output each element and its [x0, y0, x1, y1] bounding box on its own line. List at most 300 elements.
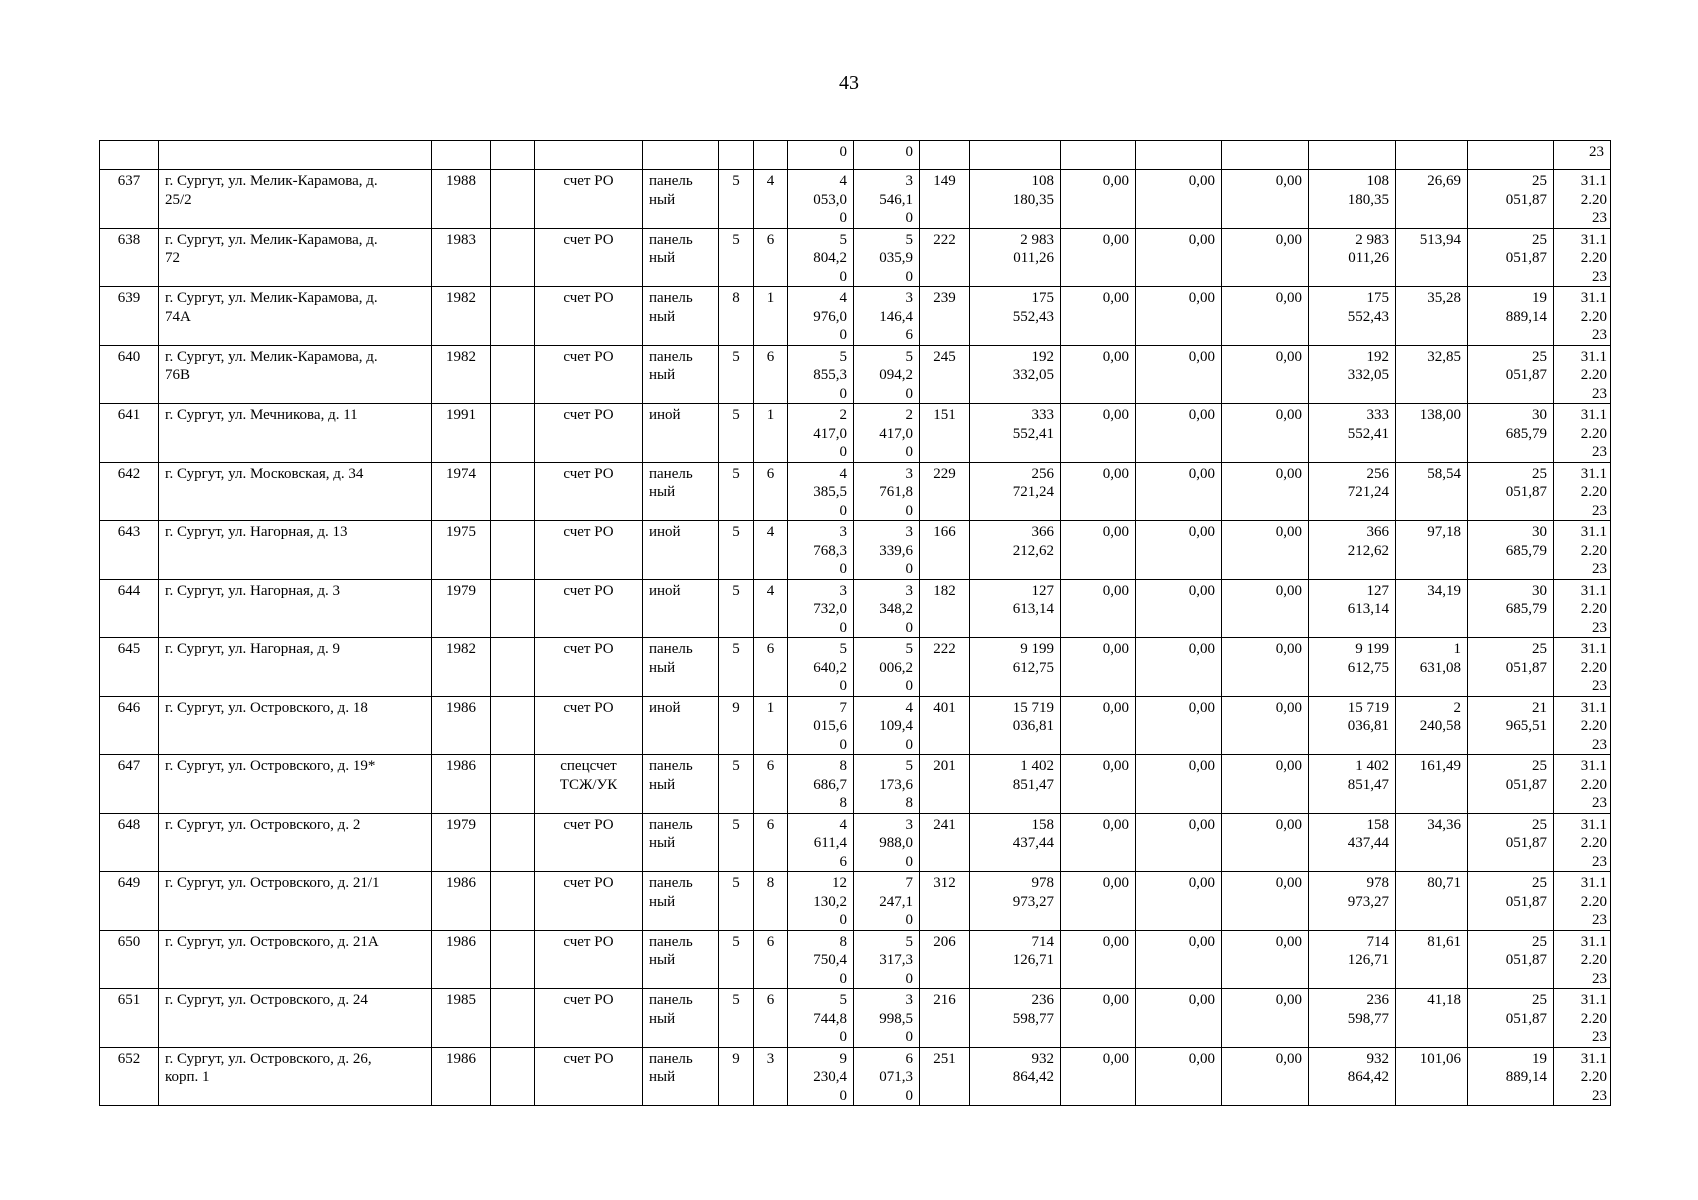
cell-wall-material: панель ный: [643, 345, 719, 404]
cell-area-total: 4 053,0 0: [788, 170, 854, 229]
cell-area-living: 5 035,9 0: [854, 228, 920, 287]
table-row: [100, 989, 1611, 1048]
cell-number: 650: [100, 930, 159, 989]
cell-address: г. Сургут, ул. Мелик-Карамова, д. 25/2: [159, 170, 432, 229]
cell-year: 1975: [432, 521, 491, 580]
cell-floors: 5: [719, 170, 754, 229]
cell-total-cost: 108 180,35: [970, 170, 1061, 229]
cell-total-cost: 15 719 036,81: [970, 696, 1061, 755]
cell-limit-per-m2: 25 051,87: [1468, 989, 1554, 1048]
cell-owner-funds: 714 126,71: [1309, 930, 1396, 989]
cell-limit-per-m2: 25 051,87: [1468, 345, 1554, 404]
cell-limit-per-m2: 19 889,14: [1468, 1047, 1554, 1106]
cell-year: 1983: [432, 228, 491, 287]
cell-year: 1991: [432, 404, 491, 463]
cell-cost-fund-1: 0,00: [1061, 813, 1136, 872]
cell-area-living: 5 173,6 8: [854, 755, 920, 814]
cell-residents: 182: [920, 579, 970, 638]
cell-entrances: 4: [754, 170, 788, 229]
cell-limit-per-m2: 19 889,14: [1468, 287, 1554, 346]
cell-cost-fund-2: 0,00: [1136, 579, 1222, 638]
cell-area-total: 7 015,6 0: [788, 696, 854, 755]
cell-residents: 151: [920, 404, 970, 463]
cell-empty: [491, 930, 535, 989]
cell-year: 1986: [432, 872, 491, 931]
cell-total-cost: 978 973,27: [970, 872, 1061, 931]
table-row: [100, 170, 1611, 229]
cell-cost-fund-2: 0,00: [1136, 989, 1222, 1048]
cell-cost-fund-1: 0,00: [1061, 872, 1136, 931]
cell-residents: 239: [920, 287, 970, 346]
cell-empty: [491, 287, 535, 346]
cell-empty: [491, 1047, 535, 1106]
cell-total-cost: 714 126,71: [970, 930, 1061, 989]
cell-cost-fund-1: 0,00: [1061, 755, 1136, 814]
cell-owner-funds: 15 719 036,81: [1309, 696, 1396, 755]
cell-address: г. Сургут, ул. Московская, д. 34: [159, 462, 432, 521]
cell-area-living: 0: [854, 141, 920, 170]
cell-cost-per-m2: 81,61: [1396, 930, 1468, 989]
cell-address: г. Сургут, ул. Нагорная, д. 13: [159, 521, 432, 580]
cell-wall-material: панель ный: [643, 872, 719, 931]
table-row: [100, 579, 1611, 638]
cell-empty: [491, 638, 535, 697]
cell-limit-per-m2: 30 685,79: [1468, 579, 1554, 638]
cell-cost-fund-1: 0,00: [1061, 579, 1136, 638]
cell-residents: 312: [920, 872, 970, 931]
cell-area-total: 3 732,0 0: [788, 579, 854, 638]
cell-address: г. Сургут, ул. Мечникова, д. 11: [159, 404, 432, 463]
cell-cost-fund-2: 0,00: [1136, 813, 1222, 872]
cell-area-total: 5 804,2 0: [788, 228, 854, 287]
cell-area-living: 2 417,0 0: [854, 404, 920, 463]
cell-owner-funds: 108 180,35: [1309, 170, 1396, 229]
cell-wall-material: панель ный: [643, 228, 719, 287]
cell-total-cost: 158 437,44: [970, 813, 1061, 872]
cell-owner-funds: 236 598,77: [1309, 989, 1396, 1048]
table-row: [100, 404, 1611, 463]
cell-area-living: 4 109,4 0: [854, 696, 920, 755]
cell-entrances: 1: [754, 404, 788, 463]
cell-owner-funds: 192 332,05: [1309, 345, 1396, 404]
cell-cost-fund-1: 0,00: [1061, 345, 1136, 404]
cell-date: 31.1 2.20 23: [1554, 930, 1611, 989]
cell-wall-material: панель ный: [643, 287, 719, 346]
cell-date: 31.1 2.20 23: [1554, 755, 1611, 814]
cell-floors: 5: [719, 404, 754, 463]
cell-area-living: 3 146,4 6: [854, 287, 920, 346]
cell-limit-per-m2: 30 685,79: [1468, 521, 1554, 580]
cell-number: 639: [100, 287, 159, 346]
cell-fund-method: счет РО: [535, 579, 643, 638]
cell-area-total: 8 750,4 0: [788, 930, 854, 989]
cell-residents: 206: [920, 930, 970, 989]
cell-date: 31.1 2.20 23: [1554, 989, 1611, 1048]
cell-cost-fund-1: 0,00: [1061, 287, 1136, 346]
cell-address: г. Сургут, ул. Островского, д. 24: [159, 989, 432, 1048]
cell-year: 1974: [432, 462, 491, 521]
cell-cost-fund-1: 0,00: [1061, 989, 1136, 1048]
cell-area-total: 5 855,3 0: [788, 345, 854, 404]
table-row: [100, 345, 1611, 404]
cell-floors: 5: [719, 345, 754, 404]
cell-address: г. Сургут, ул. Мелик-Карамова, д. 76В: [159, 345, 432, 404]
cell-date: 31.1 2.20 23: [1554, 228, 1611, 287]
cell-cost-fund-2: 0,00: [1136, 930, 1222, 989]
cell-entrances: 6: [754, 638, 788, 697]
cell-fund-method: счет РО: [535, 345, 643, 404]
cell-area-living: 3 988,0 0: [854, 813, 920, 872]
cell-owner-funds: 1 402 851,47: [1309, 755, 1396, 814]
cell-fund-method: счет РО: [535, 989, 643, 1048]
cell-fund-method: счет РО: [535, 228, 643, 287]
cell-area-living: 3 761,8 0: [854, 462, 920, 521]
cell-entrances: 6: [754, 345, 788, 404]
cell-area-total: 5 744,8 0: [788, 989, 854, 1048]
cell-total-cost: 9 199 612,75: [970, 638, 1061, 697]
cell-total-cost: 333 552,41: [970, 404, 1061, 463]
cell-date: 31.1 2.20 23: [1554, 1047, 1611, 1106]
cell-address: г. Сургут, ул. Островского, д. 26, корп. 1: [159, 1047, 432, 1106]
cell-date: 31.1 2.20 23: [1554, 696, 1611, 755]
cell-wall-material: панель ный: [643, 755, 719, 814]
cell-residents: 229: [920, 462, 970, 521]
cell-cost-fund-1: 0,00: [1061, 1047, 1136, 1106]
cell-floors: 5: [719, 989, 754, 1048]
cell-floors: 9: [719, 696, 754, 755]
cell-date: 31.1 2.20 23: [1554, 287, 1611, 346]
cell-limit-per-m2: 25 051,87: [1468, 462, 1554, 521]
cell-cost-per-m2: 32,85: [1396, 345, 1468, 404]
cell-cost-per-m2: 1 631,08: [1396, 638, 1468, 697]
cell-cost-per-m2: 97,18: [1396, 521, 1468, 580]
cell-year: 1982: [432, 638, 491, 697]
cell-entrances: 6: [754, 462, 788, 521]
cell-number: 649: [100, 872, 159, 931]
cell-cost-fund-2: 0,00: [1136, 872, 1222, 931]
cell-floors: 5: [719, 813, 754, 872]
cell-number: 641: [100, 404, 159, 463]
cell-floors: 5: [719, 930, 754, 989]
cell-area-total: 8 686,7 8: [788, 755, 854, 814]
cell-cost-fund-1: 0,00: [1061, 170, 1136, 229]
cell-year: 1979: [432, 579, 491, 638]
cell-total-cost: 932 864,42: [970, 1047, 1061, 1106]
table-row: [100, 462, 1611, 521]
cell-entrances: 3: [754, 1047, 788, 1106]
cell-cost-fund-2: 0,00: [1136, 755, 1222, 814]
cell-area-living: 6 071,3 0: [854, 1047, 920, 1106]
table-row: [100, 521, 1611, 580]
cell-wall-material: панель ный: [643, 462, 719, 521]
cell-fund-method: счет РО: [535, 930, 643, 989]
cell-area-total: 4 976,0 0: [788, 287, 854, 346]
cell-entrances: 4: [754, 579, 788, 638]
cell-limit-per-m2: 25 051,87: [1468, 930, 1554, 989]
cell-empty: [491, 989, 535, 1048]
cell-area-total: 2 417,0 0: [788, 404, 854, 463]
cell-area-total: 9 230,4 0: [788, 1047, 854, 1106]
cell-fund-method: счет РО: [535, 1047, 643, 1106]
cell-owner-funds: 127 613,14: [1309, 579, 1396, 638]
cell-residents: 166: [920, 521, 970, 580]
cell-year: 1986: [432, 696, 491, 755]
cell-number: 647: [100, 755, 159, 814]
cell-cost-fund-2: 0,00: [1136, 696, 1222, 755]
cell-cost-fund-2: 0,00: [1136, 228, 1222, 287]
cell-cost-fund-3: 0,00: [1222, 813, 1309, 872]
cell-owner-funds: 158 437,44: [1309, 813, 1396, 872]
cell-fund-method: счет РО: [535, 404, 643, 463]
cell-floors: 5: [719, 872, 754, 931]
cell-address: г. Сургут, ул. Мелик-Карамова, д. 74А: [159, 287, 432, 346]
cell-residents: 222: [920, 638, 970, 697]
cell-empty: [491, 872, 535, 931]
cell-address: г. Сургут, ул. Нагорная, д. 3: [159, 579, 432, 638]
cell-fund-method: счет РО: [535, 813, 643, 872]
cell-floors: 5: [719, 521, 754, 580]
cell-limit-per-m2: 25 051,87: [1468, 872, 1554, 931]
continuation-row: [100, 141, 1611, 170]
cell-cost-fund-2: 0,00: [1136, 521, 1222, 580]
table-row: [100, 228, 1611, 287]
cell-date: 31.1 2.20 23: [1554, 872, 1611, 931]
cell-cost-fund-3: 0,00: [1222, 930, 1309, 989]
cell-cost-per-m2: 26,69: [1396, 170, 1468, 229]
cell-limit-per-m2: 25 051,87: [1468, 813, 1554, 872]
cell-year: 1988: [432, 170, 491, 229]
cell-cost-fund-1: 0,00: [1061, 228, 1136, 287]
cell-area-living: 3 998,5 0: [854, 989, 920, 1048]
cell-cost-fund-1: 0,00: [1061, 930, 1136, 989]
cell-cost-fund-3: 0,00: [1222, 638, 1309, 697]
table-row: [100, 1047, 1611, 1106]
cell-cost-per-m2: 2 240,58: [1396, 696, 1468, 755]
cell-date: 31.1 2.20 23: [1554, 170, 1611, 229]
cell-cost-per-m2: 34,19: [1396, 579, 1468, 638]
cell-limit-per-m2: 30 685,79: [1468, 404, 1554, 463]
cell-wall-material: панель ный: [643, 930, 719, 989]
cell-owner-funds: 2 983 011,26: [1309, 228, 1396, 287]
cell-year: 1979: [432, 813, 491, 872]
cell-fund-method: счет РО: [535, 462, 643, 521]
cell-fund-method: счет РО: [535, 872, 643, 931]
cell-owner-funds: 978 973,27: [1309, 872, 1396, 931]
cell-owner-funds: 333 552,41: [1309, 404, 1396, 463]
housing-register-table: [99, 140, 1611, 1106]
cell-empty: [491, 345, 535, 404]
cell-area-total: 12 130,2 0: [788, 872, 854, 931]
cell-cost-fund-2: 0,00: [1136, 404, 1222, 463]
cell-cost-per-m2: 513,94: [1396, 228, 1468, 287]
cell-entrances: 6: [754, 930, 788, 989]
cell-area-total: 5 640,2 0: [788, 638, 854, 697]
cell-wall-material: панель ный: [643, 989, 719, 1048]
cell-date: 31.1 2.20 23: [1554, 638, 1611, 697]
cell-entrances: 6: [754, 755, 788, 814]
cell-total-cost: 2 983 011,26: [970, 228, 1061, 287]
cell-number: 638: [100, 228, 159, 287]
cell-cost-fund-1: 0,00: [1061, 404, 1136, 463]
cell-area-total: 0: [788, 141, 854, 170]
cell-number: 646: [100, 696, 159, 755]
cell-cost-fund-3: 0,00: [1222, 755, 1309, 814]
cell-area-living: 3 348,2 0: [854, 579, 920, 638]
cell-limit-per-m2: 25 051,87: [1468, 755, 1554, 814]
cell-empty: [491, 404, 535, 463]
cell-cost-per-m2: 80,71: [1396, 872, 1468, 931]
cell-cost-fund-3: 0,00: [1222, 872, 1309, 931]
cell-number: 643: [100, 521, 159, 580]
cell-total-cost: 256 721,24: [970, 462, 1061, 521]
cell-residents: 245: [920, 345, 970, 404]
cell-residents: 201: [920, 755, 970, 814]
cell-fund-method: спецсчет ТСЖ/УК: [535, 755, 643, 814]
table-row: [100, 638, 1611, 697]
table-row: [100, 287, 1611, 346]
cell-cost-fund-3: 0,00: [1222, 579, 1309, 638]
cell-area-living: 5 006,2 0: [854, 638, 920, 697]
cell-number: 648: [100, 813, 159, 872]
cell-cost-fund-1: 0,00: [1061, 696, 1136, 755]
cell-empty: [491, 579, 535, 638]
cell-area-total: 4 611,4 6: [788, 813, 854, 872]
cell-year: 1986: [432, 1047, 491, 1106]
cell-empty: [491, 755, 535, 814]
cell-cost-fund-3: 0,00: [1222, 404, 1309, 463]
cell-fund-method: счет РО: [535, 696, 643, 755]
cell-residents: 241: [920, 813, 970, 872]
cell-address: г. Сургут, ул. Островского, д. 2: [159, 813, 432, 872]
cell-address: г. Сургут, ул. Островского, д. 18: [159, 696, 432, 755]
cell-number: 642: [100, 462, 159, 521]
cell-empty: [491, 521, 535, 580]
cell-cost-per-m2: 41,18: [1396, 989, 1468, 1048]
cell-year: 1982: [432, 345, 491, 404]
cell-cost-fund-3: 0,00: [1222, 462, 1309, 521]
cell-cost-per-m2: 34,36: [1396, 813, 1468, 872]
cell-cost-fund-3: 0,00: [1222, 989, 1309, 1048]
cell-number: 645: [100, 638, 159, 697]
cell-wall-material: панель ный: [643, 1047, 719, 1106]
cell-wall-material: панель ный: [643, 813, 719, 872]
cell-floors: 5: [719, 228, 754, 287]
cell-cost-fund-2: 0,00: [1136, 287, 1222, 346]
cell-address: г. Сургут, ул. Мелик-Карамова, д. 72: [159, 228, 432, 287]
cell-cost-fund-2: 0,00: [1136, 1047, 1222, 1106]
cell-cost-fund-2: 0,00: [1136, 638, 1222, 697]
cell-cost-fund-3: 0,00: [1222, 521, 1309, 580]
cell-area-total: 3 768,3 0: [788, 521, 854, 580]
table-row: [100, 696, 1611, 755]
cell-total-cost: 1 402 851,47: [970, 755, 1061, 814]
cell-owner-funds: 175 552,43: [1309, 287, 1396, 346]
cell-empty: [491, 813, 535, 872]
cell-cost-fund-3: 0,00: [1222, 345, 1309, 404]
cell-cost-per-m2: 161,49: [1396, 755, 1468, 814]
cell-cost-fund-3: 0,00: [1222, 287, 1309, 346]
cell-number: 652: [100, 1047, 159, 1106]
cell-cost-per-m2: 35,28: [1396, 287, 1468, 346]
cell-limit-per-m2: 21 965,51: [1468, 696, 1554, 755]
cell-number: 644: [100, 579, 159, 638]
cell-number: 651: [100, 989, 159, 1048]
table-row: [100, 872, 1611, 931]
cell-empty: [491, 170, 535, 229]
cell-floors: 5: [719, 462, 754, 521]
cell-area-total: 4 385,5 0: [788, 462, 854, 521]
cell-wall-material: иной: [643, 696, 719, 755]
cell-floors: 5: [719, 638, 754, 697]
cell-cost-fund-3: 0,00: [1222, 170, 1309, 229]
cell-wall-material: иной: [643, 579, 719, 638]
cell-residents: 149: [920, 170, 970, 229]
cell-residents: 401: [920, 696, 970, 755]
cell-area-living: 3 546,1 0: [854, 170, 920, 229]
cell-date: 31.1 2.20 23: [1554, 404, 1611, 463]
cell-cost-fund-1: 0,00: [1061, 462, 1136, 521]
cell-year: 1982: [432, 287, 491, 346]
cell-entrances: 8: [754, 872, 788, 931]
cell-cost-fund-3: 0,00: [1222, 696, 1309, 755]
cell-owner-funds: 366 212,62: [1309, 521, 1396, 580]
cell-entrances: 4: [754, 521, 788, 580]
cell-cost-fund-2: 0,00: [1136, 170, 1222, 229]
table-row: [100, 813, 1611, 872]
cell-year: 1986: [432, 755, 491, 814]
cell-entrances: 1: [754, 696, 788, 755]
cell-cost-fund-3: 0,00: [1222, 1047, 1309, 1106]
cell-area-living: 3 339,6 0: [854, 521, 920, 580]
cell-cost-per-m2: 138,00: [1396, 404, 1468, 463]
cell-empty: [491, 228, 535, 287]
cell-fund-method: счет РО: [535, 287, 643, 346]
cell-cost-fund-2: 0,00: [1136, 345, 1222, 404]
cell-owner-funds: 932 864,42: [1309, 1047, 1396, 1106]
cell-address: г. Сургут, ул. Островского, д. 21А: [159, 930, 432, 989]
cell-residents: 222: [920, 228, 970, 287]
cell-entrances: 1: [754, 287, 788, 346]
cell-entrances: 6: [754, 989, 788, 1048]
cell-total-cost: 366 212,62: [970, 521, 1061, 580]
cell-cost-per-m2: 101,06: [1396, 1047, 1468, 1106]
cell-floors: 5: [719, 579, 754, 638]
cell-fund-method: счет РО: [535, 638, 643, 697]
cell-area-living: 7 247,1 0: [854, 872, 920, 931]
cell-entrances: 6: [754, 813, 788, 872]
cell-floors: 8: [719, 287, 754, 346]
cell-limit-per-m2: 25 051,87: [1468, 228, 1554, 287]
cell-total-cost: 192 332,05: [970, 345, 1061, 404]
cell-wall-material: иной: [643, 404, 719, 463]
cell-cost-fund-3: 0,00: [1222, 228, 1309, 287]
cell-date: 23: [1554, 141, 1611, 170]
cell-year: 1986: [432, 930, 491, 989]
cell-empty: [491, 462, 535, 521]
cell-floors: 9: [719, 1047, 754, 1106]
table-row: [100, 755, 1611, 814]
cell-date: 31.1 2.20 23: [1554, 345, 1611, 404]
cell-limit-per-m2: 25 051,87: [1468, 170, 1554, 229]
cell-owner-funds: 256 721,24: [1309, 462, 1396, 521]
cell-total-cost: 175 552,43: [970, 287, 1061, 346]
cell-number: 637: [100, 170, 159, 229]
cell-date: 31.1 2.20 23: [1554, 579, 1611, 638]
cell-wall-material: панель ный: [643, 170, 719, 229]
cell-entrances: 6: [754, 228, 788, 287]
cell-cost-per-m2: 58,54: [1396, 462, 1468, 521]
cell-wall-material: панель ный: [643, 638, 719, 697]
